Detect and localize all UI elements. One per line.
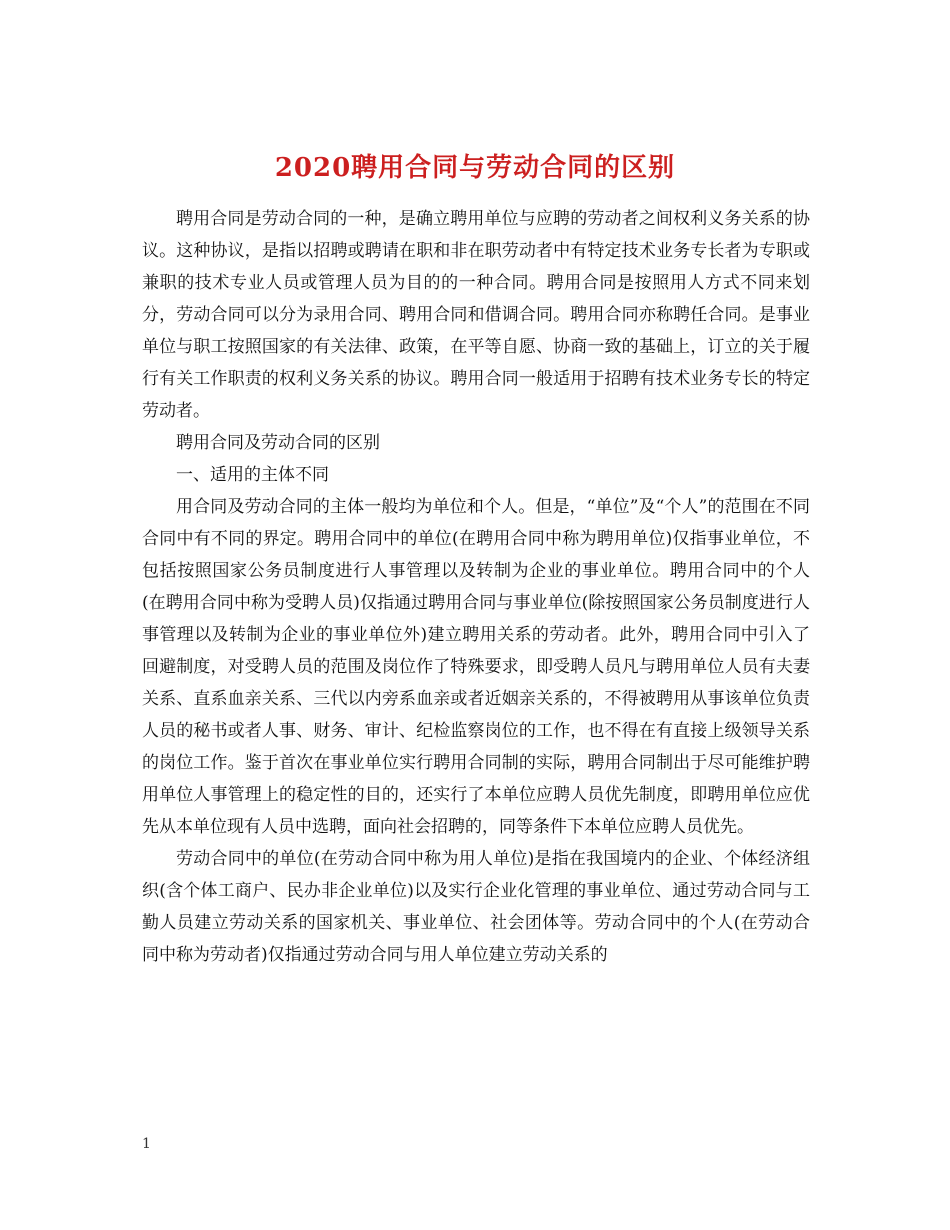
paragraph-intro: 聘用合同是劳动合同的一种，是确立聘用单位与应聘的劳动者之间权利义务关系的协议。这种协议，是指以招聘或聘请在职和非在职劳动者中有特定技术业务专长者为专职或兼职的技术专业人员或管理人员为目的的一种合同。聘用合同是按照用人方式不同来划分，劳动合同可以分为录用合同、聘用合同和借调合同。聘用合同亦称聘任合同。是事业单位与职工按照国家的有关法律、政策，在平等自愿、协商一致的基础上，订立的关于履行有关工作职责的权利义务关系的协议。聘用合同一般适用于招聘有技术业务专长的特定劳动者。 — [142, 209, 810, 421]
paragraph-labor-contract-subjects: 劳动合同中的单位(在劳动合同中称为用人单位)是指在我国境内的企业、个体经济组织(含个体工商户、民办非企业单位)以及实行企业化管理的事业单位、通过劳动合同与工勤人员建立劳动关系的国家机关、事业单位、社会团体等。劳动合同中的个人(在劳动合同中称为劳动者)仅指通过劳动合同与用人单位建立劳动关系的 — [142, 849, 810, 965]
document-title: 2020聘用合同与劳动合同的区别 — [274, 153, 676, 184]
document-body — [142, 203, 810, 971]
paragraph-subject-differences: 用合同及劳动合同的主体一般均为单位和个人。但是，“单位”及“个人”的范围在不同合同中有不同的界定。聘用合同中的单位(在聘用合同中称为聘用单位)仅指事业单位，不包括按照国家公务员制度进行人事管理以及转制为企业的事业单位。聘用合同中的个人(在聘用合同中称为受聘人员)仅指通过聘用合同与事业单位(除按照国家公务员制度进行人事管理以及转制为企业的事业单位外)建立聘用关系的劳动者。此外，聘用合同中引入了回避制度，对受聘人员的范围及岗位作了特殊要求，即受聘人员凡与聘用单位人员有夫妻关系、直系血亲关系、三代以内旁系血亲或者近姻亲关系的，不得被聘用从事该单位负责人员的秘书或者人事、财务、审计、纪检监察岗位的工作，也不得在有直接上级领导关系的岗位工作。鉴于首次在事业单位实行聘用合同制的实际，聘用合同制出于尽可能维护聘用单位人事管理上的稳定性的目的，还实行了本单位应聘人员优先制度，即聘用单位应优先从本单位现有人员中选聘，面向社会招聘的，同等条件下本单位应聘人员优先。 — [142, 497, 810, 837]
paragraph-subheading-1: 一、适用的主体不同 — [176, 465, 329, 485]
paragraph-section-heading: 聘用合同及劳动合同的区别 — [176, 433, 380, 453]
page-number: 1 — [142, 1136, 151, 1152]
